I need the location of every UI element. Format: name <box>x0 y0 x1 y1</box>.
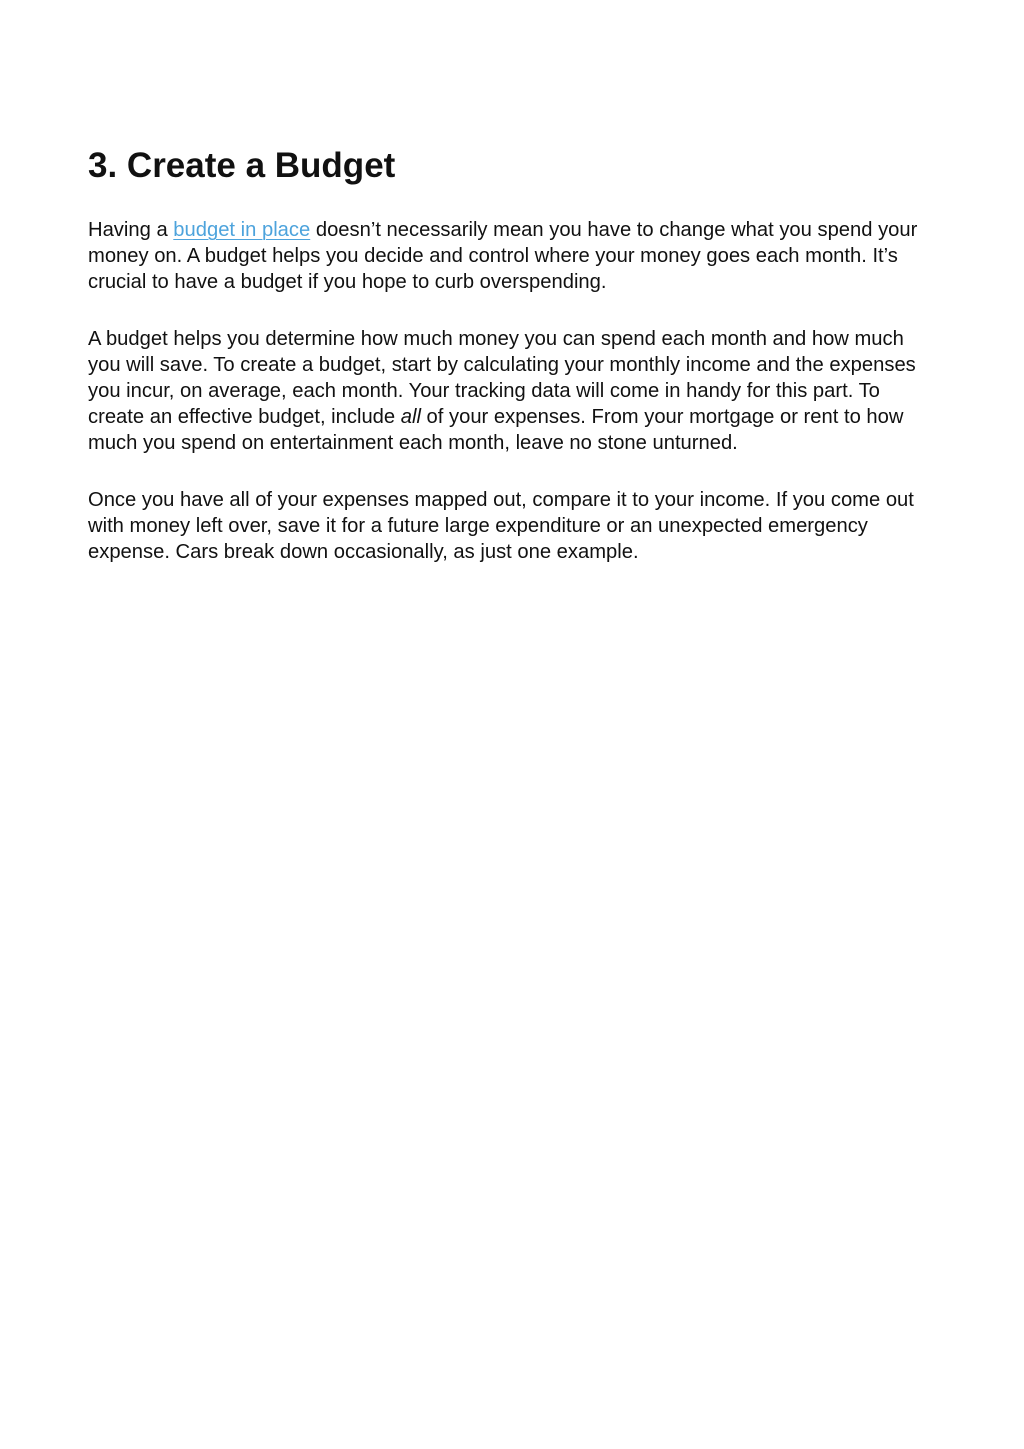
paragraph-budget-intro <box>88 217 938 295</box>
paragraph-budget-calculation <box>88 326 938 456</box>
document-content <box>88 143 938 596</box>
paragraph-1-intro-text: Having a <box>88 219 174 241</box>
section-heading: 3. Create a Budget <box>88 146 396 185</box>
paragraph-1-remaining-text: doesn’t necessarily mean you have to change what you spend your money on. A budget helps you decide and control where your money goes each month. It’s crucial to have a budget if you hope to curb overspending. <box>88 219 918 293</box>
emphasized-all: all <box>400 406 421 428</box>
paragraph-2-remaining-text: of your expenses. From your mortgage or rent to how much you spend on entertainment each month, leave no stone unturned. <box>88 406 904 454</box>
paragraph-money-left-over: Once you have all of your expenses mapped out, compare it to your income. If you come out with money left over, save it for a future large expenditure or an unexpected emergency expense. Cars break down occasionally, as just one example. <box>88 489 914 563</box>
paragraph-2-intro-text: A budget helps you determine how much money you can spend each month and how much you will save. To create a budget, start by calculating your monthly income and the expenses you incur, on average, each month. Your tracking data will come in handy for this part. To create an effective budget, include <box>88 328 916 428</box>
budget-in-place-link[interactable]: budget in place <box>173 219 311 241</box>
